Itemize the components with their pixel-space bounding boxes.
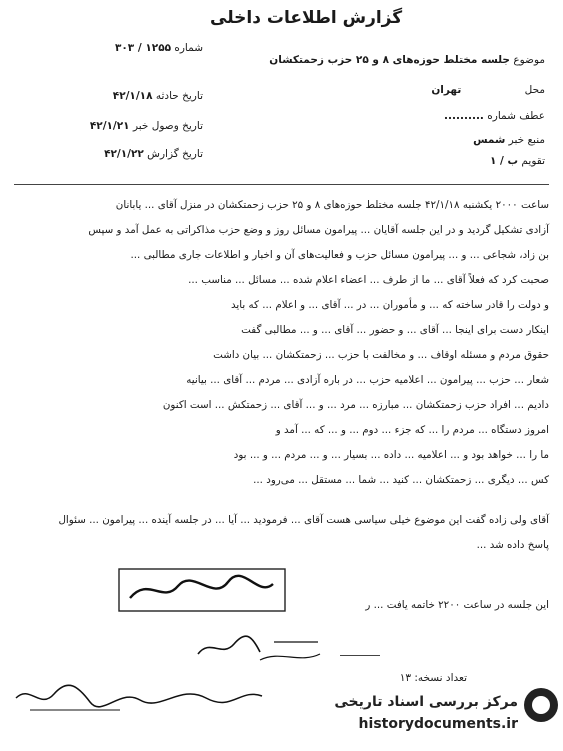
event-date-value: ۴۲/۱/۱۸ [112,90,153,102]
receipt-date-row [90,120,203,132]
body-line: و دولت را قادر ساخته که ... و مأموران ... در ... آقای ... و اعلام ... که باید [230,299,549,311]
sender-row [444,110,545,122]
subject-label: موضوع [513,54,545,66]
body-line: صحبت کرد که فعلاً آقای ... ما از طرف ... اعضاء اعلام شده ... مسائل ... مناسب ... [188,274,549,286]
archive-logo-icon [524,688,558,722]
location-row [431,84,545,96]
source-value: شمس [473,134,506,146]
document-title: گزارش اطلاعات داخلی [210,8,403,28]
body-line: اینکار دست برای اینجا ... آقای ... و حضور ... آقای ... و ... مطالبی گفت [241,324,549,336]
watermark-url: historydocuments.ir [358,716,518,732]
evaluation-value: ب / ۱ [489,155,519,167]
number-value: ۱۲۵۵ / ۳۰۳ [114,42,172,54]
body-line: ساعت ۲۰۰۰ یکشنبه ۴۲/۱/۱۸ جلسه مختلط حوزه‌های ۸ و ۲۵ حزب زحمتکشان در منزل آقای ... یابانان [115,199,549,211]
receipt-date-value: ۴۲/۱/۲۱ [89,120,130,132]
event-date-label: تاریخ حادثه [155,90,203,102]
body-line: دادیم ... افراد حزب زحمتکشان ... مبارزه ... مرد ... و ... آقای ... زحمتکش ... است اکنون [162,399,549,411]
event-date-row [113,90,203,102]
header-divider [14,184,549,185]
body-line: کس ... دیگری ... زحمتکشان ... کنید ... شما ... مستقل ... می‌رود ... [253,474,549,486]
report-date-row [104,148,203,160]
receipt-date-label: تاریخ وصول خبر [132,120,203,132]
body-line: ما را ... خواهد بود و ... اعلامیه ... داده ... بسیار ... و ... مردم ... و ... بود [233,449,549,461]
evaluation-row [490,155,545,167]
subject-value: جلسه مختلط حوزه‌های ۸ و ۲۵ حزب زحمتکشان [269,54,510,66]
report-date-value: ۴۲/۱/۲۲ [104,148,144,160]
body-line: آزادی تشکیل گردید و در این جلسه آقایان ... پیرامون مسائل روز و وضع حزب مذاکراتی به عمل آمد و سپس [88,224,549,236]
sender-label: عطف شماره [487,110,545,122]
body-line: شعار ... حزب ... پیرامون ... اعلامیه حزب ... در باره آزادی ... مردم ... آقای ... بیانیه [186,374,549,386]
subject-row [269,54,545,66]
body-line: پاسخ داده شد ... [476,539,549,551]
handwritten-note [10,676,270,716]
body-line: آقای ولی زاده گفت این موضوع خیلی سیاسی هست آقای ... فرمودید ... آیا ... در جلسه آینده ... پیرامون ... سئوال [58,514,549,526]
short-rule [340,655,380,656]
source-label: منبع خبر [508,134,545,146]
evaluation-label: تقویم [521,155,545,167]
signature [190,628,330,668]
location-value: تهران [431,84,462,96]
source-row [473,134,545,146]
body-line: امروز دستگاه ... مردم را ... که جزء ... دوم ... و ... که ... آمد و [275,424,549,436]
body-line: این جلسه در ساعت ۲۲۰۰ خاتمه یافت ... ر [365,599,549,611]
handwritten-stamp [118,568,288,614]
body-line: حقوق مردم و مسئله اوقاف ... و مخالفت با حزب ... زحمتکشان ... بیان داشت [213,349,549,361]
body-line: بن زاد، شجاعی ... و ... پیرامون مسائل حزب و فعالیت‌های آن و اخبار و اطلاعات جاری مطالبی ... [130,249,549,261]
number-row [115,42,203,54]
watermark-persian: مرکز بررسی اسناد تاریخی [334,694,518,710]
copies-count: تعداد نسخه: ۱۳ [399,672,467,684]
report-date-label: تاریخ گزارش [147,148,203,160]
location-label: محل [524,84,545,96]
sender-value: .......... [444,110,484,122]
number-label: شماره [174,42,203,54]
